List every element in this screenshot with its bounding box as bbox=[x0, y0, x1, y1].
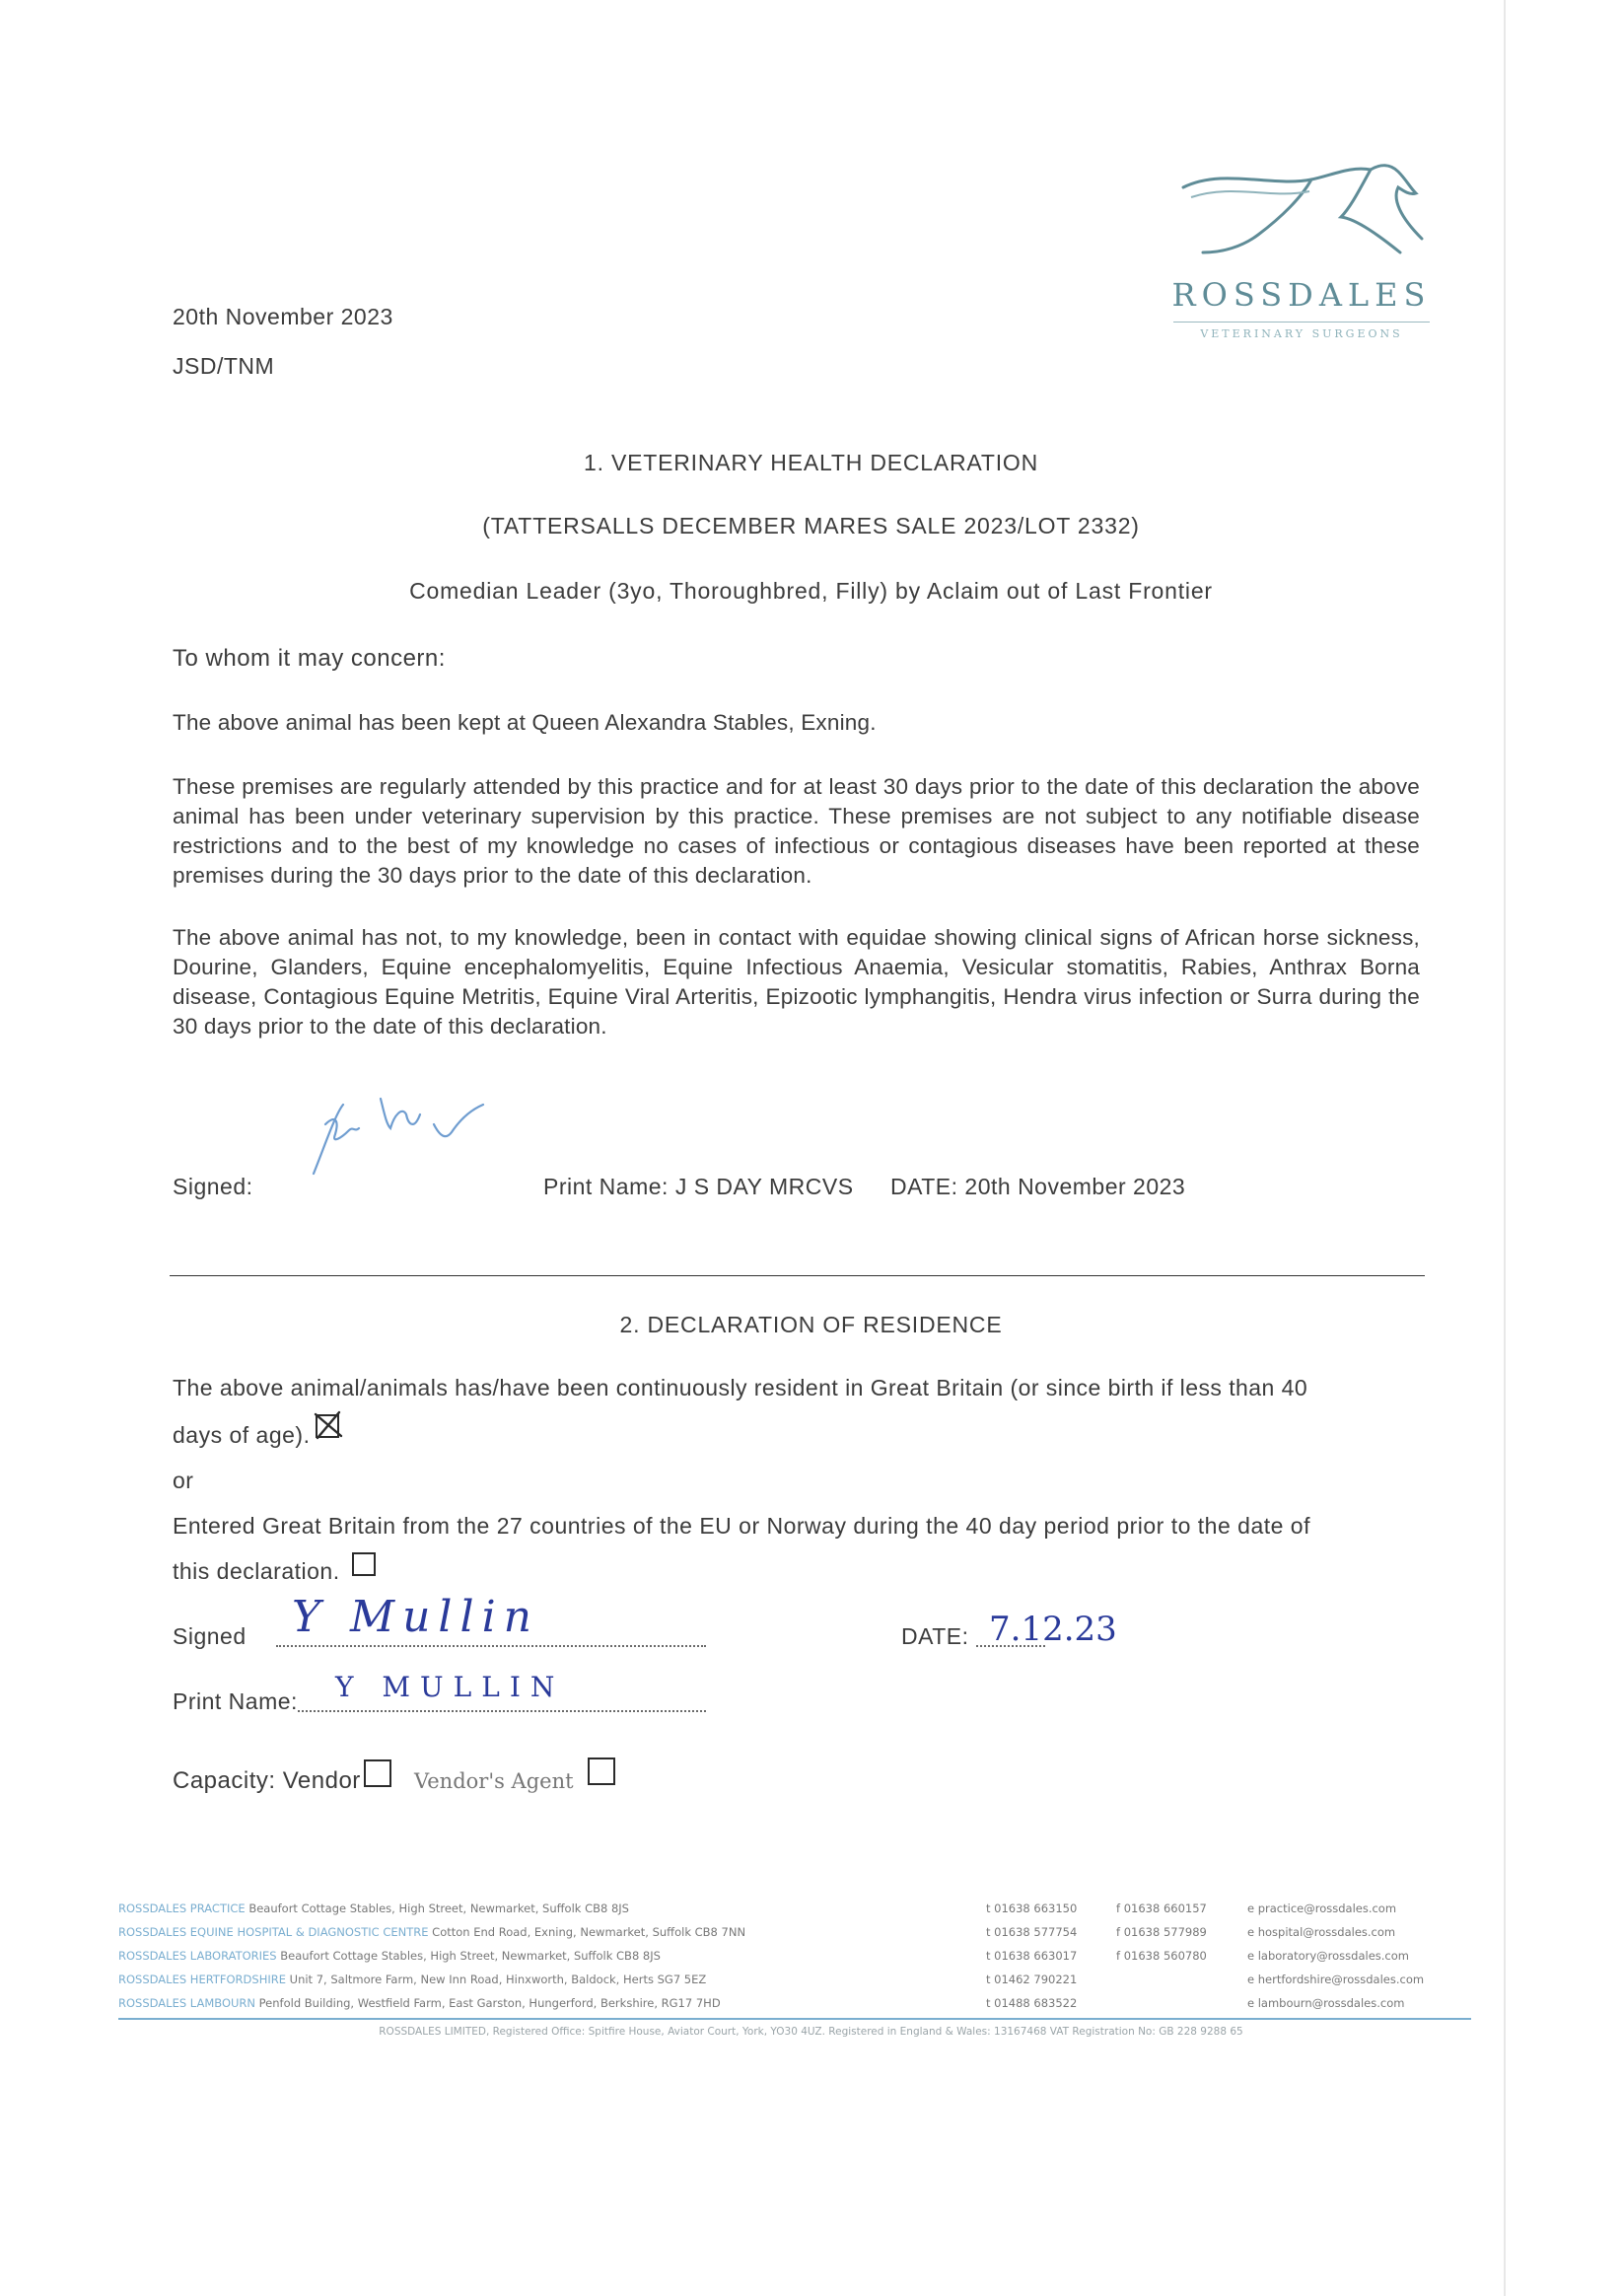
vet-signature bbox=[296, 1085, 532, 1184]
vet-signed-label: Signed: bbox=[173, 1174, 253, 1199]
logo-rule bbox=[1173, 322, 1430, 323]
vendor-date-value: 7.12.23 bbox=[989, 1610, 1117, 1649]
capacity-vendors-agent-checkbox[interactable] bbox=[588, 1758, 615, 1785]
section2-title: 2. DECLARATION OF RESIDENCE bbox=[619, 1312, 1003, 1337]
residence-option2-line2: this declaration. bbox=[173, 1558, 340, 1584]
letter-date: 20th November 2023 bbox=[173, 304, 393, 329]
residence-option2-line1: Entered Great Britain from the 27 countries of the EU or Norway during the 40 day period prior to the date of bbox=[173, 1513, 1310, 1539]
logo-name: ROSSDALES bbox=[1171, 276, 1432, 314]
footer-email: e lambourn@rossdales.com bbox=[1247, 1996, 1405, 2010]
footer-row-org: ROSSDALES EQUINE HOSPITAL & DIAGNOSTIC CENTRE Cotton End Road, Exning, Newmarket, Suffolk CB8 7NN bbox=[118, 1925, 746, 1939]
para-premises: The above animal has been kept at Queen Alexandra Stables, Exning. bbox=[173, 710, 877, 735]
vet-print-name: Print Name: J S DAY MRCVS bbox=[543, 1174, 854, 1199]
salutation: To whom it may concern: bbox=[173, 645, 446, 672]
footer-fax: f 01638 660157 bbox=[1116, 1901, 1207, 1915]
cross-mark-icon bbox=[314, 1410, 343, 1440]
footer-fax: f 01638 560780 bbox=[1116, 1949, 1207, 1963]
footer-tel: t 01638 663017 bbox=[986, 1949, 1078, 1963]
residence-option1-line1: The above animal/animals has/have been continuously resident in Great Britain (or since birth if less than 40 bbox=[173, 1375, 1308, 1400]
footer-tel: t 01638 663150 bbox=[986, 1901, 1078, 1915]
vendor-print-name-value: Y MULLIN bbox=[335, 1671, 565, 1703]
footer-row-org: ROSSDALES LABORATORIES Beaufort Cottage Stables, High Street, Newmarket, Suffolk CB8 8JS bbox=[118, 1949, 661, 1963]
section-divider bbox=[170, 1275, 1425, 1276]
footer-email: e laboratory@rossdales.com bbox=[1247, 1949, 1409, 1963]
residence-option2-checkbox[interactable] bbox=[352, 1552, 376, 1576]
vendor-signed-label: Signed bbox=[173, 1623, 247, 1649]
letter-reference: JSD/TNM bbox=[173, 353, 275, 379]
vendor-print-name-label: Print Name: bbox=[173, 1688, 298, 1714]
para-supervision: These premises are regularly attended by this practice and for at least 30 days prior to the date of this declaration the above animal has been under veterinary supervision by this practice. These premises are not subject to any notifiable disease restrictions and to the best of my knowledge no cases of infectious or contagious diseases have been reported at these premises during the 30 days prior to the date of this declaration. bbox=[173, 774, 1420, 888]
residence-option1-checkbox[interactable] bbox=[316, 1414, 339, 1438]
section1-animal-line: Comedian Leader (3yo, Thoroughbred, Filly) by Aclaim out of Last Frontier bbox=[409, 578, 1213, 604]
logo bbox=[1164, 158, 1440, 355]
page-edge bbox=[1504, 0, 1506, 2296]
vendor-date-label: DATE: bbox=[901, 1623, 969, 1649]
vendor-signature-line bbox=[276, 1645, 706, 1647]
footer-email: e hertfordshire@rossdales.com bbox=[1247, 1973, 1425, 1986]
horse-logo-icon bbox=[1164, 158, 1440, 276]
footer-row-org: ROSSDALES HERTFORDSHIRE Unit 7, Saltmore Farm, New Inn Road, Hinxworth, Baldock, Herts SG7 5EZ bbox=[118, 1973, 707, 1986]
section1-subtitle: (TATTERSALLS DECEMBER MARES SALE 2023/LOT 2332) bbox=[482, 513, 1140, 538]
footer-email: e practice@rossdales.com bbox=[1247, 1901, 1397, 1915]
vet-date: DATE: 20th November 2023 bbox=[890, 1174, 1186, 1199]
section1-title: 1. VETERINARY HEALTH DECLARATION bbox=[583, 450, 1038, 475]
footer-tel: t 01638 577754 bbox=[986, 1925, 1078, 1939]
footer-tel: t 01462 790221 bbox=[986, 1973, 1078, 1986]
vendor-print-name-line bbox=[298, 1710, 706, 1712]
footer-rule bbox=[118, 2018, 1471, 2020]
footer-row-org: ROSSDALES LAMBOURN Penfold Building, Westfield Farm, East Garston, Hungerford, Berkshire, RG17 7HD bbox=[118, 1996, 721, 2010]
footer-fax: f 01638 577989 bbox=[1116, 1925, 1207, 1939]
or-label: or bbox=[173, 1468, 194, 1493]
footer-registered: ROSSDALES LIMITED, Registered Office: Spitfire House, Aviator Court, York, YO30 4UZ. Registered in England & Wales: 13167468 VAT Registration No: GB 228 9288 65 bbox=[379, 2026, 1243, 2038]
vendor-signature: Y Mullin bbox=[292, 1592, 539, 1642]
capacity-vendors-agent-label: Vendor's Agent bbox=[414, 1769, 574, 1793]
logo-tagline: VETERINARY SURGEONS bbox=[1200, 327, 1403, 340]
footer-row-org: ROSSDALES PRACTICE Beaufort Cottage Stables, High Street, Newmarket, Suffolk CB8 8JS bbox=[118, 1901, 629, 1915]
footer-tel: t 01488 683522 bbox=[986, 1996, 1078, 2010]
capacity-vendor-checkbox[interactable] bbox=[364, 1759, 391, 1787]
para-contact: The above animal has not, to my knowledge, been in contact with equidae showing clinical signs of African horse sickness, Dourine, Glanders, Equine encephalomyelitis, Equine Infectious Anaemia, Vesicular stomatitis, Rabies, Anthrax Borna disease, Contagious Equine Metritis, Equine Viral Arteritis, Epizootic lymphangitis, Hendra virus infection or Surra during the 30 days prior to the date of this declaration. bbox=[173, 925, 1420, 1039]
capacity-vendor-label: Capacity: Vendor bbox=[173, 1767, 361, 1794]
footer-email: e hospital@rossdales.com bbox=[1247, 1925, 1396, 1939]
residence-option1-line2: days of age). bbox=[173, 1422, 311, 1448]
